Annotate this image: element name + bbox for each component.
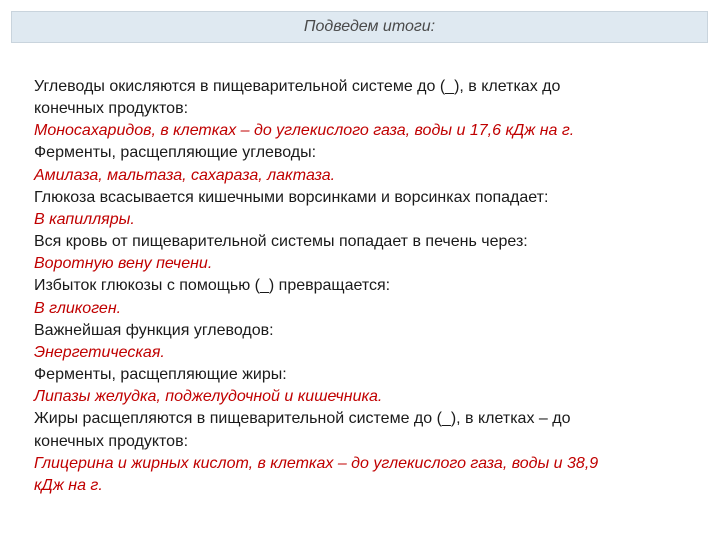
- question-line: Избыток глюкозы с помощью (_) превращается:: [34, 277, 391, 295]
- question-line: Жиры расщепляются в пищеварительной системе до (_), в клетках – до: [34, 410, 571, 428]
- answer-line: В гликоген.: [34, 299, 122, 317]
- question-line: Важнейшая функция углеводов:: [34, 321, 274, 339]
- answer-line: Моносахаридов, в клетках – до углекислого газа, воды и 17,6 кДж на г.: [34, 122, 575, 140]
- slide-title: Подведем итоги:: [303, 18, 436, 35]
- question-line: Ферменты, расщепляющие жиры:: [34, 366, 287, 384]
- question-line: Глюкоза всасывается кишечными ворсинками и ворсинках попадает:: [34, 188, 549, 206]
- title-bar: [11, 11, 708, 43]
- summary-text-block: [34, 76, 694, 497]
- answer-line: В капилляры.: [34, 210, 135, 228]
- question-line: конечных продуктов:: [34, 100, 189, 118]
- answer-line: Воротную вену печени.: [34, 255, 213, 273]
- answer-line: Глицерина и жирных кислот, в клетках – до углекислого газа, воды и 38,9: [34, 454, 599, 472]
- answer-line: Энергетическая.: [34, 343, 165, 361]
- answer-line: Амилаза, мальтаза, сахараза, лактаза.: [34, 166, 336, 184]
- answer-line: Липазы желудка, поджелудочной и кишечника.: [34, 388, 383, 406]
- question-line: конечных продуктов:: [34, 432, 189, 450]
- question-line: Ферменты, расщепляющие углеводы:: [34, 144, 317, 162]
- question-line: Вся кровь от пищеварительной системы попадает в печень через:: [34, 233, 528, 251]
- question-line: Углеводы окисляются в пищеварительной системе до (_), в клетках до: [34, 78, 561, 95]
- answer-line: кДж на г.: [34, 476, 103, 494]
